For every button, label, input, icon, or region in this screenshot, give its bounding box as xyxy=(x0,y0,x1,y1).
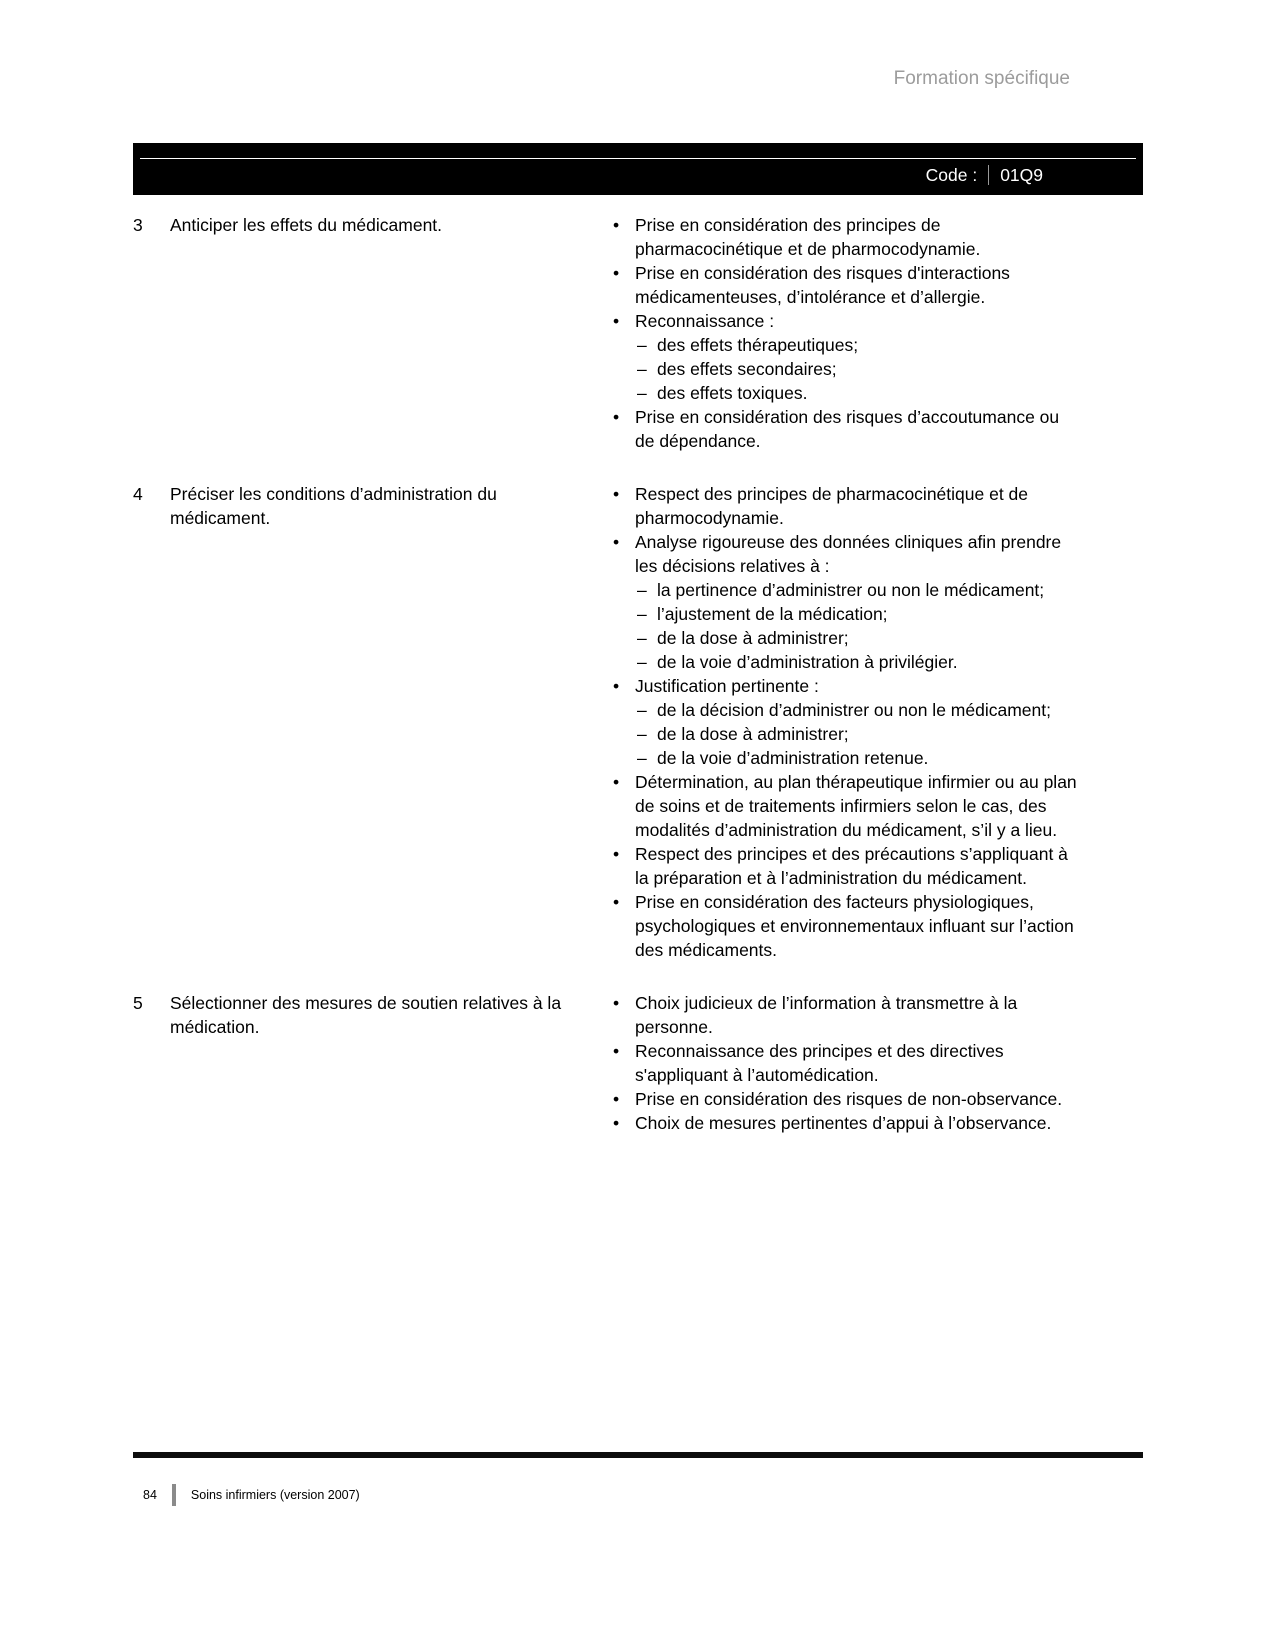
dash-icon: – xyxy=(637,700,647,720)
footer-doc-title: Soins infirmiers (version 2007) xyxy=(190,1488,360,1502)
footer-divider xyxy=(172,1484,176,1506)
dash-icon: – xyxy=(637,580,647,600)
footer-rule xyxy=(133,1452,1143,1458)
dash-icon: – xyxy=(637,748,647,768)
criterion-subitem xyxy=(613,381,1078,405)
criterion-item xyxy=(613,261,1078,309)
bullet-icon: • xyxy=(613,1089,620,1109)
dash-icon: – xyxy=(637,652,647,672)
criteria-cell xyxy=(613,991,1078,1135)
criterion-item xyxy=(613,1111,1078,1135)
code-value: 01Q9 xyxy=(1000,164,1043,185)
criterion-subitem xyxy=(613,357,1078,381)
criterion-text: Prise en considération des risques d'interactions médicamenteuses, d’intolérance et d’allergie. xyxy=(635,263,1010,307)
objective-number: 4 xyxy=(133,484,143,504)
criterion-item xyxy=(613,1087,1078,1111)
criterion-text: de la voie d’administration à privilégier. xyxy=(657,652,958,672)
criterion-item xyxy=(613,309,1078,333)
criterion-subitem xyxy=(613,746,1078,770)
objective-cell xyxy=(133,482,613,530)
code-label: Code : xyxy=(925,164,978,185)
dash-icon: – xyxy=(637,724,647,744)
bullet-icon: • xyxy=(613,892,620,912)
bullet-icon: • xyxy=(613,1113,620,1133)
objective-number: 3 xyxy=(133,215,143,235)
criterion-item xyxy=(613,530,1078,578)
criterion-text: Respect des principes de pharmacocinétique et de pharmocodynamie. xyxy=(635,484,1029,528)
criterion-subitem xyxy=(613,578,1078,602)
criterion-text: Détermination, au plan thérapeutique infirmier ou au plan de soins et de traitements infirmiers selon le cas, des modalités d’administration du médicament, s’il y a lieu. xyxy=(635,772,1077,840)
criterion-text: l’ajustement de la médication; xyxy=(657,604,888,624)
criterion-item xyxy=(613,674,1078,698)
dash-icon: – xyxy=(637,335,647,355)
criterion-text: des effets toxiques. xyxy=(657,383,808,403)
criterion-text: des effets secondaires; xyxy=(657,359,837,379)
bullet-icon: • xyxy=(613,532,620,552)
criterion-item xyxy=(613,482,1078,530)
criterion-item xyxy=(613,991,1078,1039)
bullet-icon: • xyxy=(613,676,620,696)
criterion-text: Reconnaissance : xyxy=(635,311,775,331)
criterion-subitem xyxy=(613,722,1078,746)
criterion-text: Reconnaissance des principes et des directives s'appliquant à l’automédication. xyxy=(635,1041,1004,1085)
criterion-subitem xyxy=(613,626,1078,650)
bullet-icon: • xyxy=(613,407,620,427)
objective-row xyxy=(133,991,1143,1135)
bullet-icon: • xyxy=(613,311,620,331)
criteria-cell xyxy=(613,213,1078,453)
criterion-text: Prise en considération des principes de pharmacocinétique et de pharmocodynamie. xyxy=(635,215,981,259)
objective-text: Sélectionner des mesures de soutien relatives à la médication. xyxy=(170,993,562,1037)
dash-icon: – xyxy=(637,604,647,624)
section-header: Formation spécifique xyxy=(893,68,1070,89)
page-number: 84 xyxy=(143,1488,157,1502)
objectives-table xyxy=(133,213,1143,1164)
footer xyxy=(143,1484,360,1506)
criterion-subitem xyxy=(613,333,1078,357)
objective-text: Anticiper les effets du médicament. xyxy=(170,215,443,235)
criterion-text: de la voie d’administration retenue. xyxy=(657,748,929,768)
objective-cell xyxy=(133,991,613,1039)
objective-row xyxy=(133,482,1143,962)
objective-text: Préciser les conditions d’administration du médicament. xyxy=(170,484,497,528)
code-separator xyxy=(988,165,989,185)
dash-icon: – xyxy=(637,628,647,648)
criterion-text: des effets thérapeutiques; xyxy=(657,335,859,355)
criterion-item xyxy=(613,1039,1078,1087)
bullet-icon: • xyxy=(613,772,620,792)
criterion-text: Prise en considération des risques d’accoutumance ou de dépendance. xyxy=(635,407,1060,451)
criterion-text: de la dose à administrer; xyxy=(657,724,849,744)
bullet-icon: • xyxy=(613,1041,620,1061)
bullet-icon: • xyxy=(613,993,620,1013)
bullet-icon: • xyxy=(613,263,620,283)
code-bar xyxy=(133,143,1143,195)
objective-number: 5 xyxy=(133,993,143,1013)
criterion-text: Respect des principes et des précautions s’appliquant à la préparation et à l’administration du médicament. xyxy=(635,844,1068,888)
criterion-item xyxy=(613,213,1078,261)
criterion-item xyxy=(613,842,1078,890)
criterion-text: Choix judicieux de l’information à transmettre à la personne. xyxy=(635,993,1018,1037)
dash-icon: – xyxy=(637,359,647,379)
criterion-text: Analyse rigoureuse des données cliniques afin prendre les décisions relatives à : xyxy=(635,532,1062,576)
criterion-text: de la dose à administrer; xyxy=(657,628,849,648)
code-area xyxy=(926,143,1043,195)
bullet-icon: • xyxy=(613,215,620,235)
criterion-text: Justification pertinente : xyxy=(635,676,819,696)
criterion-item xyxy=(613,405,1078,453)
objective-row xyxy=(133,213,1143,453)
criterion-text: de la décision d’administrer ou non le médicament; xyxy=(657,700,1051,720)
criterion-subitem xyxy=(613,602,1078,626)
criterion-item xyxy=(613,890,1078,962)
criterion-text: la pertinence d’administrer ou non le médicament; xyxy=(657,580,1045,600)
objective-cell xyxy=(133,213,613,237)
bullet-icon: • xyxy=(613,484,620,504)
bullet-icon: • xyxy=(613,844,620,864)
criterion-subitem xyxy=(613,698,1078,722)
criterion-text: Prise en considération des risques de non-observance. xyxy=(635,1089,1063,1109)
criterion-text: Prise en considération des facteurs physiologiques, psychologiques et environnementaux influant sur l’action des médicaments. xyxy=(635,892,1074,960)
criterion-item xyxy=(613,770,1078,842)
criteria-cell xyxy=(613,482,1078,962)
dash-icon: – xyxy=(637,383,647,403)
criterion-subitem xyxy=(613,650,1078,674)
criterion-text: Choix de mesures pertinentes d’appui à l’observance. xyxy=(635,1113,1052,1133)
